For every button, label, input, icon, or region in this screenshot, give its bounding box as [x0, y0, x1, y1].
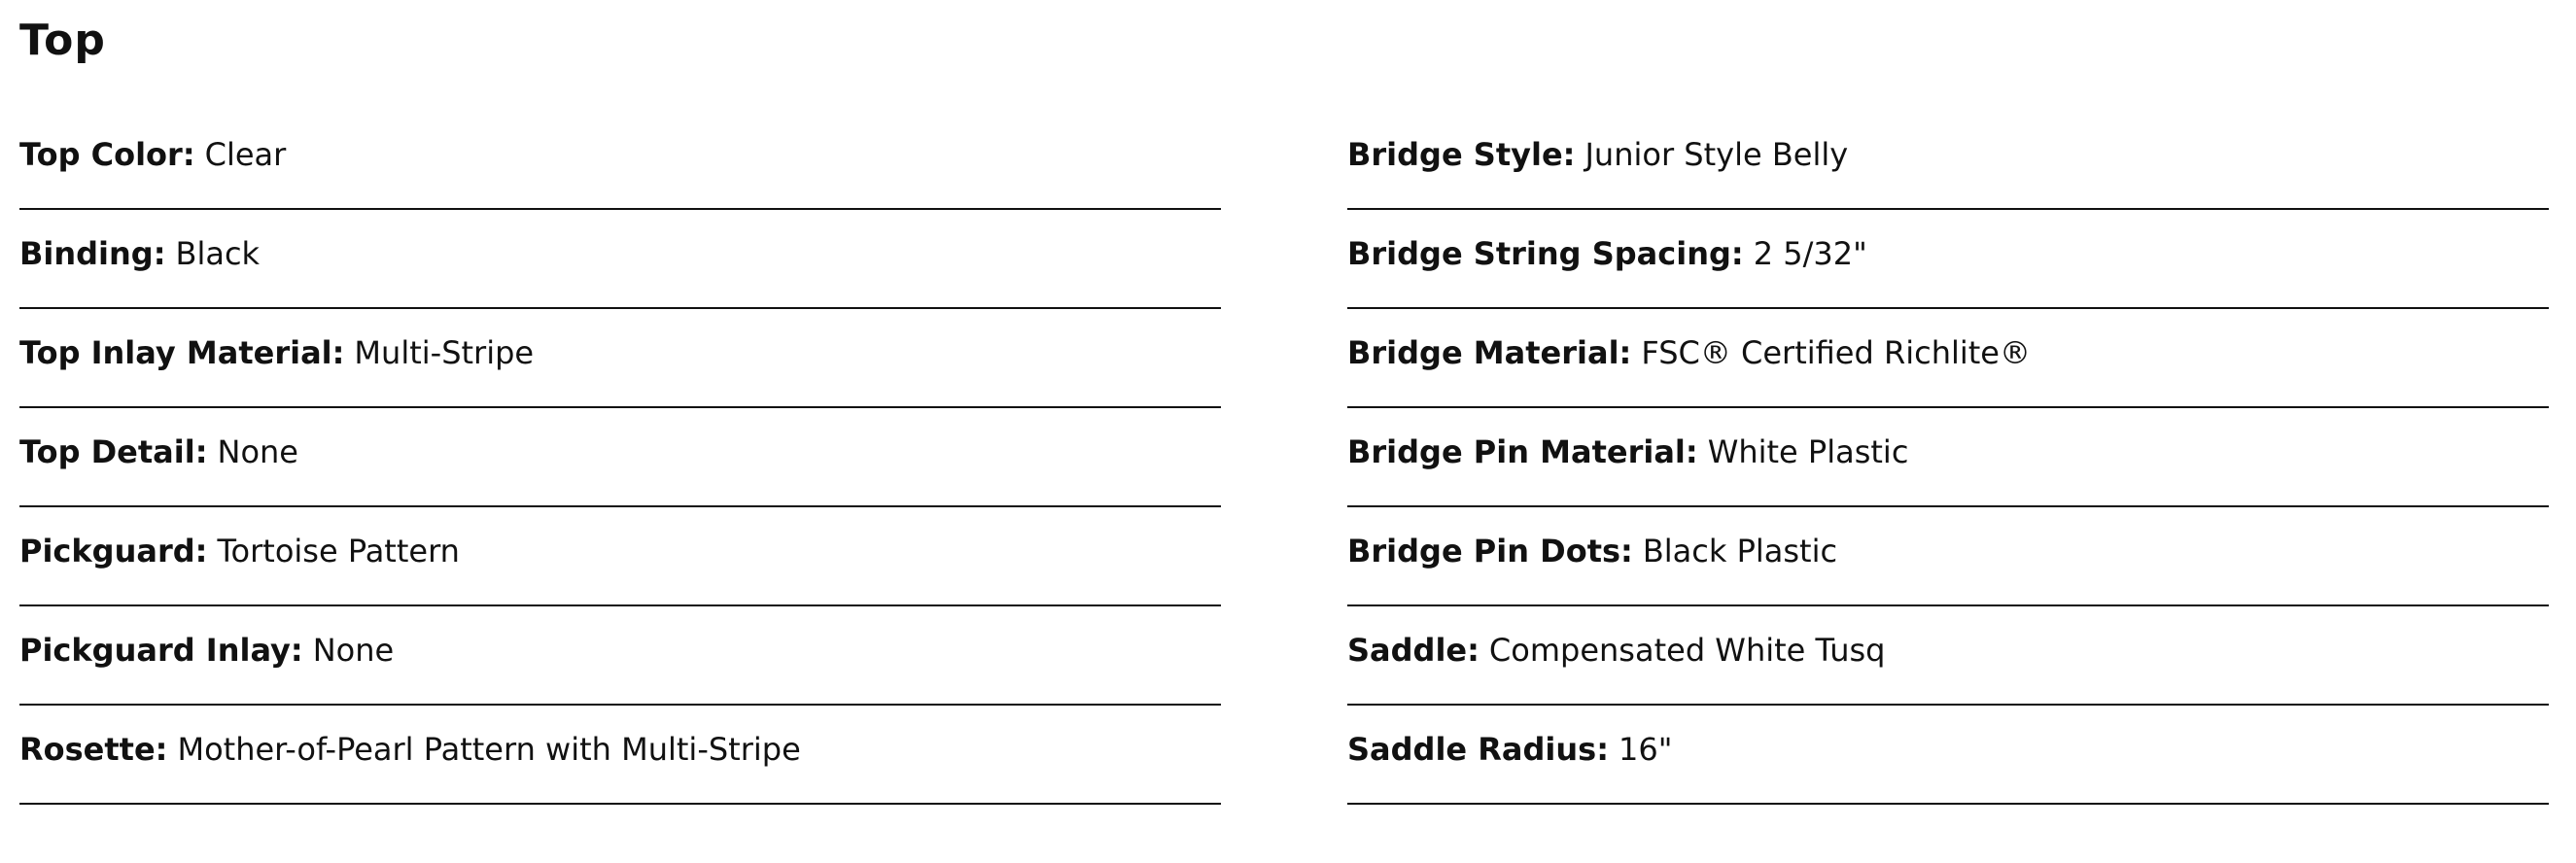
spec-label: Bridge Style: [1347, 136, 1576, 173]
spec-label: Saddle: [1347, 632, 1479, 669]
spec-label: Bridge Pin Material: [1347, 433, 1698, 470]
spec-value: White Plastic [1707, 433, 1909, 470]
spec-row-rosette [19, 706, 1221, 805]
spec-label: Saddle Radius: [1347, 731, 1609, 768]
spec-value: Tortoise Pattern [217, 533, 460, 570]
spec-value: FSC® Certified Richlite® [1641, 334, 2031, 371]
spec-row-top-detail [19, 408, 1221, 507]
spec-value: Multi-Stripe [354, 334, 535, 371]
spec-label: Rosette: [19, 731, 168, 768]
spec-label: Binding: [19, 235, 166, 272]
spec-list-left [19, 111, 1221, 805]
spec-value: Black Plastic [1642, 533, 1838, 570]
spec-row-bridge-string-spacing [1347, 210, 2549, 309]
spec-label: Top Inlay Material: [19, 334, 345, 371]
spec-label: Pickguard Inlay: [19, 632, 303, 669]
spec-label: Bridge String Spacing: [1347, 235, 1744, 272]
spec-list-right [1347, 111, 2549, 805]
spec-row-bridge-pin-dots [1347, 507, 2549, 606]
spec-row-binding [19, 210, 1221, 309]
spec-row-bridge-pin-material [1347, 408, 2549, 507]
spec-label: Top Detail: [19, 433, 208, 470]
spec-label: Bridge Material: [1347, 334, 1632, 371]
spec-row-pickguard-inlay [19, 606, 1221, 706]
spec-row-pickguard [19, 507, 1221, 606]
spec-row-bridge-material [1347, 309, 2549, 408]
spec-value: Junior Style Belly [1584, 136, 1849, 173]
spec-value: Mother-of-Pearl Pattern with Multi-Stripe [177, 731, 801, 768]
spec-row-top-color [19, 111, 1221, 210]
spec-row-saddle-radius [1347, 706, 2549, 805]
spec-value: 2 5/32" [1753, 235, 1867, 272]
spec-row-top-inlay-material [19, 309, 1221, 408]
spec-label: Pickguard: [19, 533, 208, 570]
spec-value: None [312, 632, 395, 669]
spec-value: None [217, 433, 298, 470]
spec-label: Top Color: [19, 136, 195, 173]
spec-row-bridge-style [1347, 111, 2549, 210]
spec-label: Bridge Pin Dots: [1347, 533, 1633, 570]
spec-value: Black [175, 235, 261, 272]
section-title: Top [19, 16, 106, 65]
spec-value: Clear [204, 136, 287, 173]
spec-value: 16" [1619, 731, 1673, 768]
spec-value: Compensated White Tusq [1488, 632, 1886, 669]
spec-row-saddle [1347, 606, 2549, 706]
